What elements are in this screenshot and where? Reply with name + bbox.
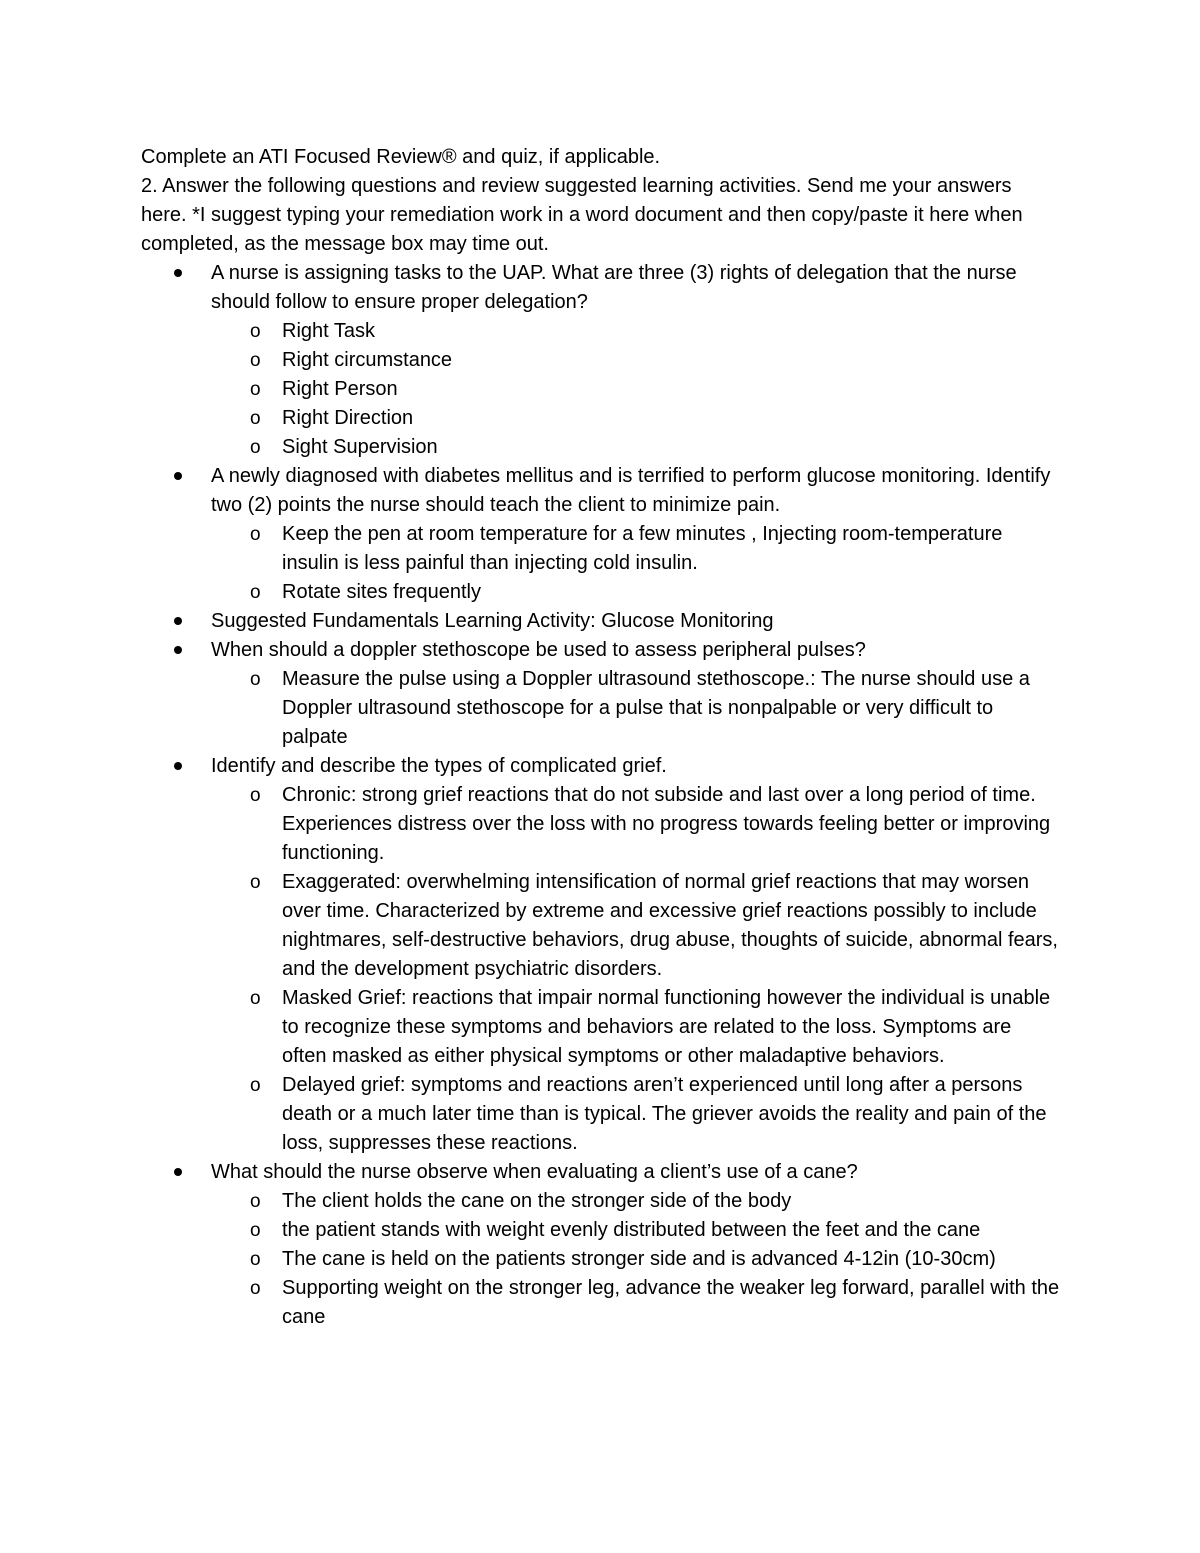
- answer-list: [211, 520, 1061, 607]
- hollow-bullet-icon: o: [250, 582, 261, 603]
- hollow-bullet-icon: o: [250, 872, 261, 893]
- answer-item: [211, 317, 1061, 346]
- question-item: [141, 462, 1061, 607]
- answer-item: [211, 984, 1061, 1071]
- answer-item: [211, 1216, 1061, 1245]
- question-item: [141, 1158, 1061, 1332]
- answer-text: Exaggerated: overwhelming intensification of normal grief reactions that may worsen over time. Characterized by extreme and excessive grief reactions possibly to include nightmares, self-destructive behaviors, drug abuse, thoughts of suicide, abnormal fears, and the development psychiatric disorders.: [282, 871, 1058, 980]
- answer-text: Sight Supervision: [282, 436, 438, 458]
- question-text: A nurse is assigning tasks to the UAP. What are three (3) rights of delegation that the nurse should follow to ensure proper delegation?: [211, 262, 1017, 313]
- answer-text: Supporting weight on the stronger leg, advance the weaker leg forward, parallel with the cane: [282, 1277, 1060, 1328]
- answer-text: Right Direction: [282, 407, 414, 429]
- answer-item: [211, 1274, 1061, 1332]
- answer-item: [211, 404, 1061, 433]
- answer-text: Right Task: [282, 320, 376, 342]
- answer-text: The client holds the cane on the stronger side of the body: [282, 1190, 792, 1212]
- bullet-dot-icon: [174, 472, 182, 480]
- answer-text: Right Person: [282, 378, 398, 400]
- answer-text: Chronic: strong grief reactions that do not subside and last over a long period of time. Experiences distress over the loss with no progress towards feeling better or improving functioning.: [282, 784, 1051, 864]
- answer-item: [211, 520, 1061, 578]
- hollow-bullet-icon: o: [250, 524, 261, 545]
- intro-line-2: 2. Answer the following questions and review suggested learning activities. Send me your answers here. *I suggest typing your remediation work in a word document and then copy/paste it here when completed, as the message box may time out.: [141, 175, 1023, 255]
- answer-text: Measure the pulse using a Doppler ultrasound stethoscope.: The nurse should use a Doppler ultrasound stethoscope for a pulse that is nonpalpable or very difficult to palpate: [282, 668, 1030, 748]
- answer-list: [211, 1187, 1061, 1332]
- hollow-bullet-icon: o: [250, 321, 261, 342]
- answer-list: [211, 665, 1061, 752]
- answer-item: [211, 346, 1061, 375]
- answer-text: Right circumstance: [282, 349, 453, 371]
- bullet-dot-icon: [174, 617, 182, 625]
- hollow-bullet-icon: o: [250, 1075, 261, 1096]
- bullet-dot-icon: [174, 646, 182, 654]
- question-text: When should a doppler stethoscope be used to assess peripheral pulses?: [211, 639, 866, 661]
- answer-text: Delayed grief: symptoms and reactions aren’t experienced until long after a persons death or a much later time than is typical. The griever avoids the reality and pain of the loss, suppresses these reactions.: [282, 1074, 1047, 1154]
- answer-list: [211, 317, 1061, 462]
- bullet-dot-icon: [174, 762, 182, 770]
- hollow-bullet-icon: o: [250, 669, 261, 690]
- answer-item: [211, 781, 1061, 868]
- answer-item: [211, 1071, 1061, 1158]
- question-text: Suggested Fundamentals Learning Activity: Glucose Monitoring: [211, 610, 774, 632]
- question-item: [141, 259, 1061, 462]
- answer-item: [211, 375, 1061, 404]
- question-item: [141, 636, 1061, 752]
- hollow-bullet-icon: o: [250, 1249, 261, 1270]
- question-text: What should the nurse observe when evaluating a client’s use of a cane?: [211, 1161, 858, 1183]
- answer-item: [211, 1245, 1061, 1274]
- answer-text: Rotate sites frequently: [282, 581, 481, 603]
- answer-text: the patient stands with weight evenly distributed between the feet and the cane: [282, 1219, 981, 1241]
- answer-item: [211, 665, 1061, 752]
- question-text: A newly diagnosed with diabetes mellitus and is terrified to perform glucose monitoring. Identify two (2) points the nurse should teach the client to minimize pain.: [211, 465, 1051, 516]
- question-item: [141, 752, 1061, 1158]
- answer-item: [211, 433, 1061, 462]
- answer-text: The cane is held on the patients stronger side and is advanced 4-12in (10-30cm): [282, 1248, 996, 1270]
- hollow-bullet-icon: o: [250, 408, 261, 429]
- hollow-bullet-icon: o: [250, 988, 261, 1009]
- hollow-bullet-icon: o: [250, 379, 261, 400]
- question-text: Identify and describe the types of complicated grief.: [211, 755, 667, 777]
- answer-item: [211, 1187, 1061, 1216]
- question-list: [141, 259, 1061, 1332]
- answer-text: Keep the pen at room temperature for a few minutes , Injecting room-temperature insulin is less painful than injecting cold insulin.: [282, 523, 1003, 574]
- bullet-dot-icon: [174, 269, 182, 277]
- hollow-bullet-icon: o: [250, 437, 261, 458]
- document-body: [141, 143, 1061, 1332]
- hollow-bullet-icon: o: [250, 1191, 261, 1212]
- hollow-bullet-icon: o: [250, 1220, 261, 1241]
- intro-line-1: Complete an ATI Focused Review® and quiz, if applicable.: [141, 146, 661, 168]
- bullet-dot-icon: [174, 1168, 182, 1176]
- answer-item: [211, 868, 1061, 984]
- hollow-bullet-icon: o: [250, 1278, 261, 1299]
- answer-list: [211, 781, 1061, 1158]
- hollow-bullet-icon: o: [250, 785, 261, 806]
- hollow-bullet-icon: o: [250, 350, 261, 371]
- answer-text: Masked Grief: reactions that impair normal functioning however the individual is unable to recognize these symptoms and behaviors are related to the loss. Symptoms are often masked as either physical symptoms or other maladaptive behaviors.: [282, 987, 1051, 1067]
- question-item: [141, 607, 1061, 636]
- answer-item: [211, 578, 1061, 607]
